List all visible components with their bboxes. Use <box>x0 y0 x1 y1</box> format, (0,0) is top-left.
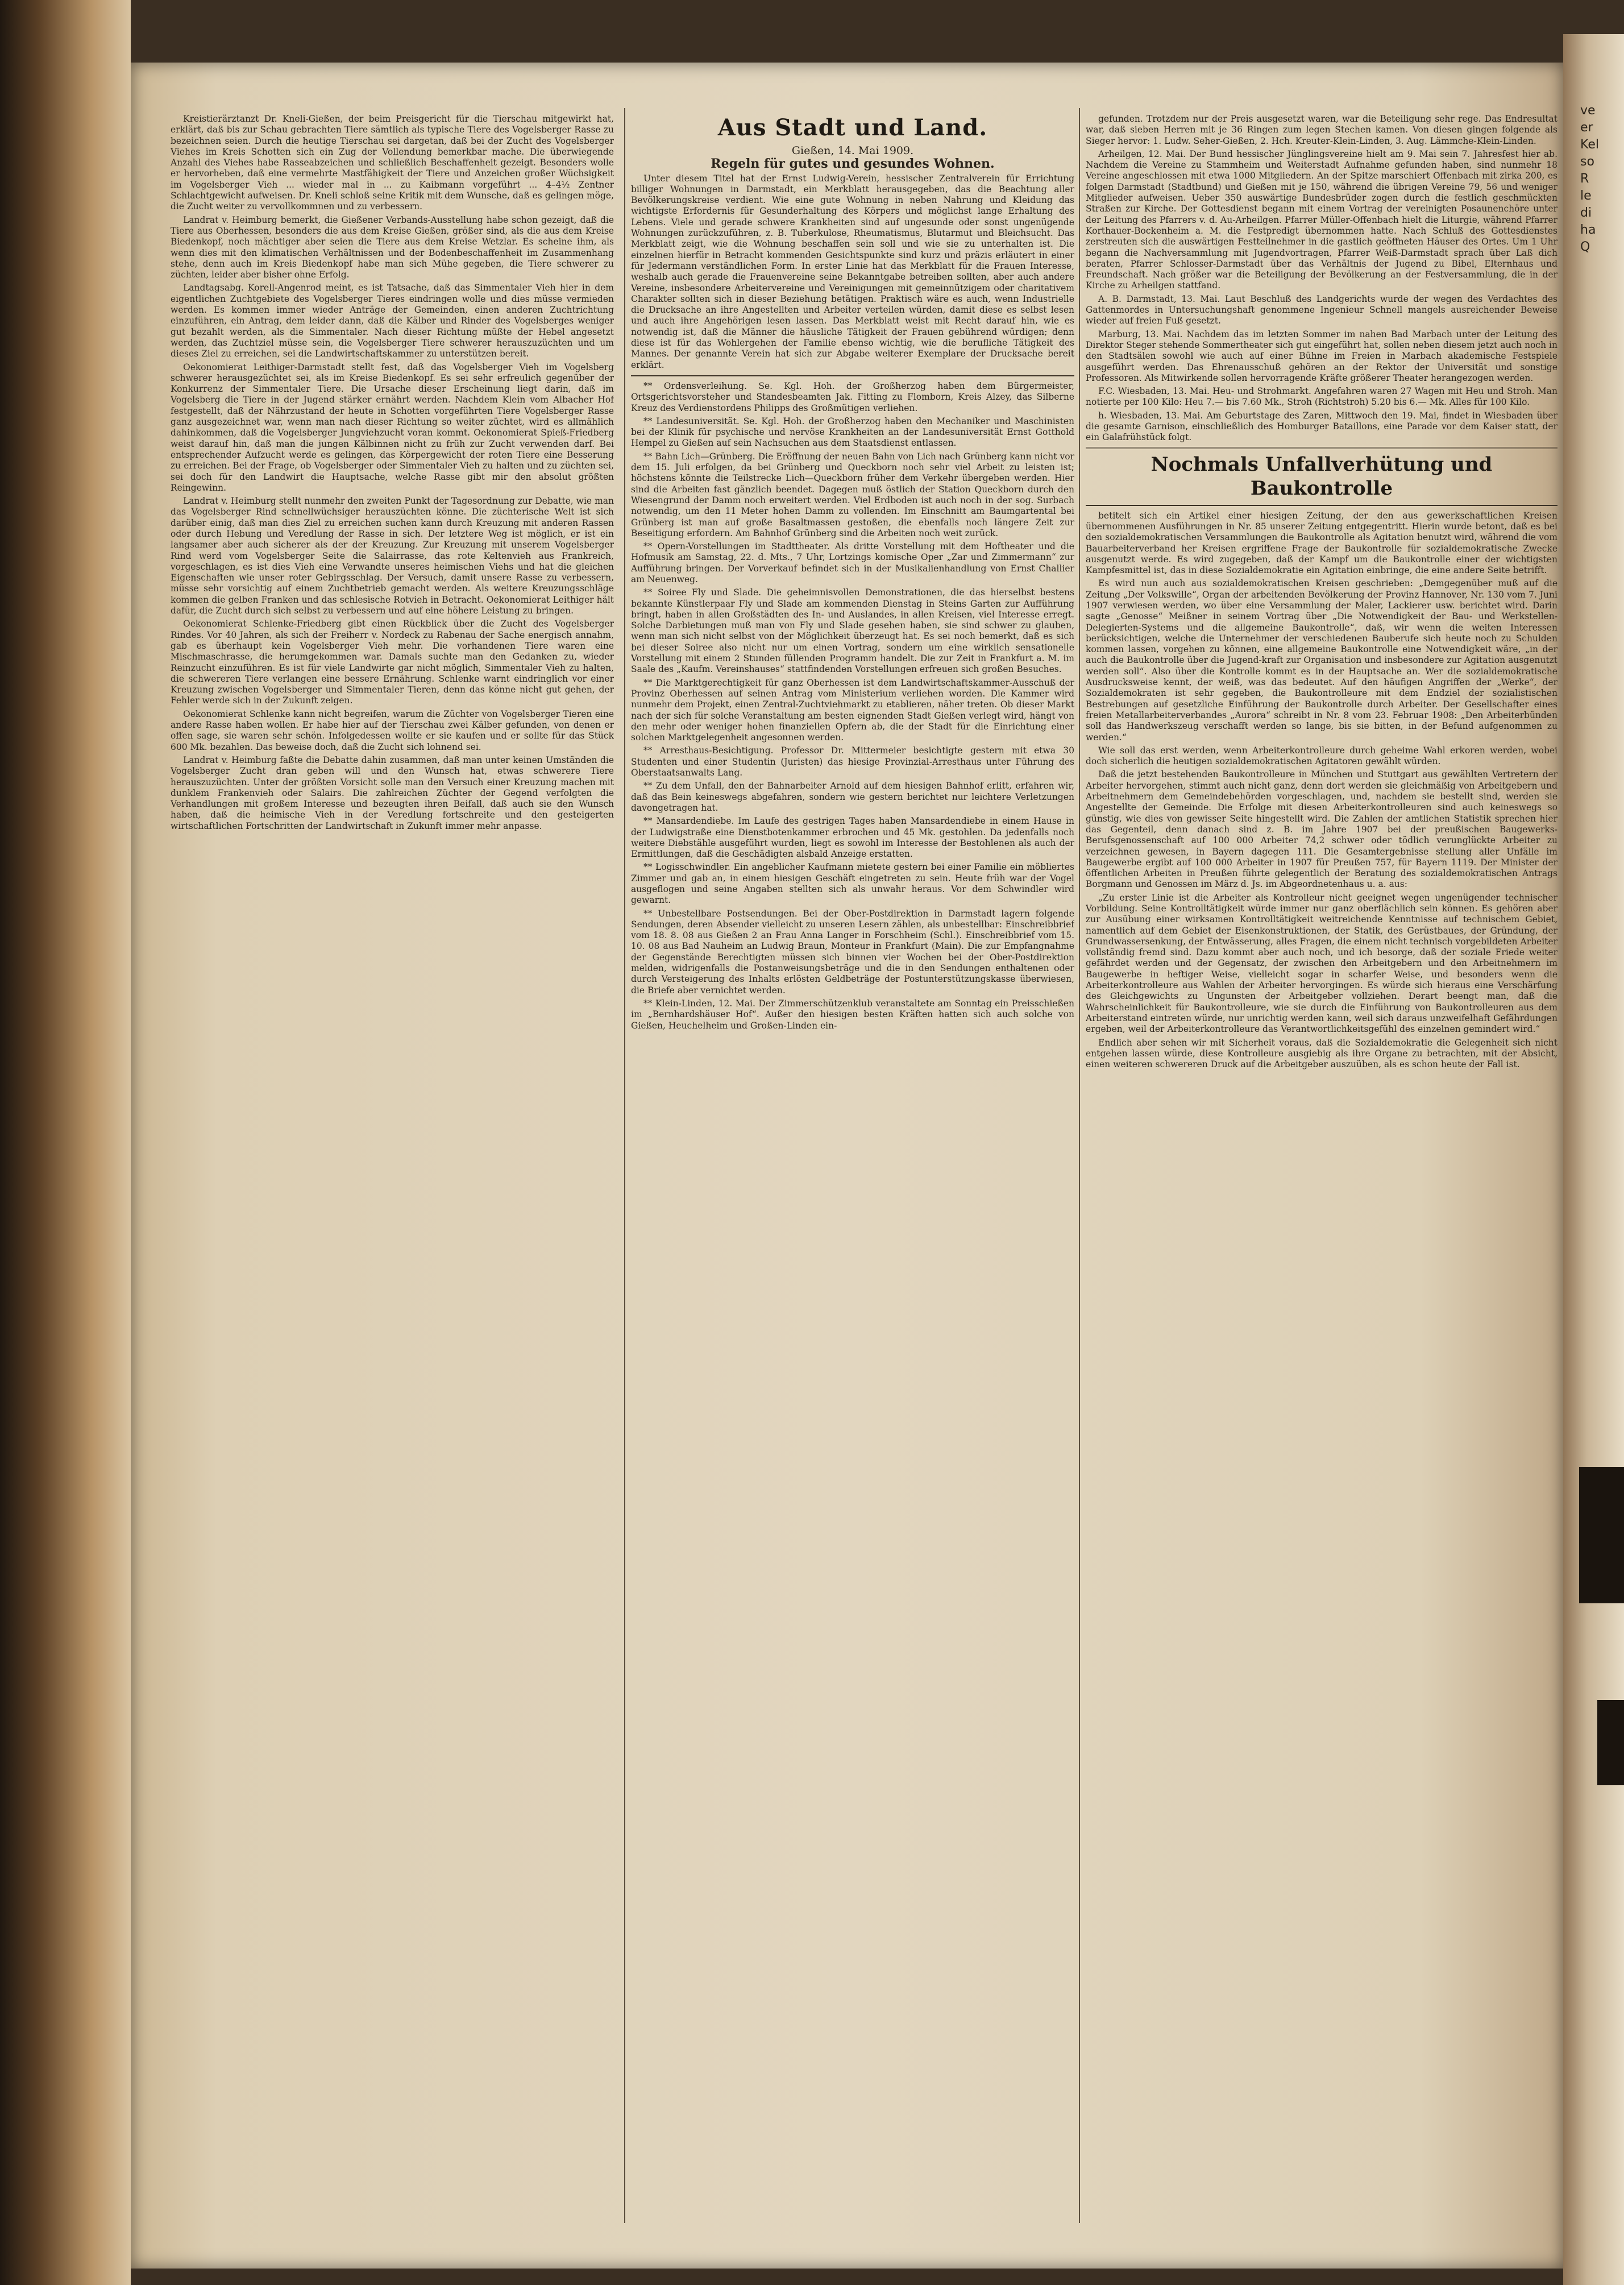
fragment-line: Kel <box>1580 138 1599 152</box>
column-rule-2 <box>1079 108 1080 2223</box>
dateline: Gießen, 14. Mai 1909. <box>791 144 914 157</box>
fragment-line: er <box>1580 121 1593 135</box>
divider <box>631 375 1074 376</box>
fragment-line: ha <box>1580 223 1596 237</box>
news-item: ** Klein-Linden, 12. Mai. Der Zimmerschützenklub veranstaltete am Sonntag ein Preisschießen im „Bernhardshäuser Hof“. Außer den hiesigen besten Kräften hatten sich auch solche von Gießen, Heuchelheim und Großen-Linden ein- <box>631 998 1074 1031</box>
article-paragraph: Unter diesem Titel hat der Ernst Ludwig-Verein, hessischer Zentralverein für Errichtung billiger Wohnungen in Darmstadt, ein Merkblatt herausgegeben, das die Beachtung aller Bevölkerungskreise verdient. Wie eine gute Wohnung in neben Nahrung und Kleidung das wichtigste Erfordernis für Gesunderhaltung des Körpers und möglichst lange Erhaltung des Lebens. Viele und gerade schwere Krankheiten sind auf ungesunde oder sonst ungenügende Wohnungen zurückzuführen, z. B. Tuberkulose, Rheumatismus, Blutarmut und Bleichsucht. Das Merkblatt zeigt, wie die Wohnung beschaffen sein soll und wie sie zu unterhalten ist. Die einzelnen hierfür in Betracht kommenden Gesichtspunkte sind kurz und präzis erläutert in einer für Jedermann verständlichen Form. In erster Linie hat das Merkblatt für die Frauen Interesse, weshalb auch gerade die Frauenvereine seine Bekanntgabe betreiben sollten, aber auch andere Vereine, insbesondere Arbeitervereine und Vereinigungen mit gemeinnützigem oder charitativem Charakter sollten sich in dieser Beziehung betätigen. Praktisch wäre es auch, wenn Industrielle die Drucksache an ihre Angestellten und Arbeiter verteilen würden, damit diese es selbst lesen und auch ihre Angehörigen lesen lassen. Das Merkblatt weist mit Recht darauf hin, wie es notwendig ist, daß die Männer die häusliche Tätigkeit der Frauen gebührend würdigen; denn diese ist für das Wohlergehen der Familie ebenso wichtig, wie die berufliche Tätigkeit des Mannes. Der genannte Verein hat sich zur Abgabe weiterer Exemplare der Drucksache bereit erklärt. <box>631 173 1074 370</box>
news-item: gefunden. Trotzdem nur der Preis ausgesetzt waren, war die Beteiligung sehr rege. Das Endresultat war, daß sieben Herren mit je 36 Ringen zum legen Stechen kamen. Von diesen gingen folgende als Sieger hervor: 1. Ludw. Seher-Gießen, 2. Hch. Kreuter-Klein-Linden, 3. Aug. Lämmche-Klein-Linden. <box>1086 114 1557 146</box>
column-middle <box>631 114 1074 2229</box>
article-paragraph: Kreistierärztanzt Dr. Kneli-Gießen, der beim Preisgericht für die Tierschau mitgewirkt hat, erklärt, daß bis zur Schau gebrachten Tiere sämtlich als typische Tiere des Vogelsberger Rasse zu bezeichnen seien. Durch die heutige Tierschau sei dargetan, daß bei der Zucht des Vogelsberger Viehes im Kreis Schotten sich ein Zug der Vollendung bemerkbar mache. Die überwiegende Anzahl des Viehes habe Rasseabzeichen und schließlich Beschaffenheit gezeigt. Besonders wolle er hervorheben, daß eine vermehrte Mastfähigkeit der Tiere und Anzeichen großer Wüchsigkeit im Vogelsberger Vieh ... wieder mal in ... zu Kaibmann vorgeführt ... 4–4½ Zentner Schlachtgewicht aufweisen. Dr. Kneli schloß seine Kritik mit dem Wunsche, daß es gelingen möge, die Zucht weiter zu vervollkommnen und zu verbessern. <box>171 114 614 212</box>
news-item: ** Opern-Vorstellungen im Stadttheater. Als dritte Vorstellung mit dem Hoftheater und die Hofmusik am Samstag, 22. d. Mts., 7 Uhr, Lortzings komische Oper „Zar und Zimmermann“ zur Aufführung bringen. Der Vorverkauf befindet sich in der Musikalienhandlung von Ernst Challier am Neuenweg. <box>631 541 1074 584</box>
book-spine <box>0 0 131 2285</box>
fragment-line: di <box>1580 206 1592 220</box>
fragment-line: le <box>1580 189 1592 203</box>
news-item: A. B. Darmstadt, 13. Mai. Laut Beschluß des Landgerichts wurde der wegen des Verdachtes des Gattenmordes in Untersuchungshaft genommene Ingenieur Schnell mangels ausreichender Beweise wieder auf freien Fuß gesetzt. <box>1086 293 1557 326</box>
news-item: ** Unbestellbare Postsendungen. Bei der Ober-Postdirektion in Darmstadt lagern folgende Sendungen, deren Absender vielleicht zu unseren Lesern zählen, als unbestellbar: Einschreibbrief vom 18. 8. 08 aus Gießen 2 an Frau Anna Langer in Forschheim (Schl.). Einschreibbrief vom 15. 10. 08 aus Bad Nauheim an Ludwig Braun, Monteur in Frankfurt (Main). Die zur Empfangnahme der Gegenstände Berechtigten müssen sich binnen vier Wochen bei der Ober-Postdirektion melden, widrigenfalls die Postanweisungsbeträge und die in den Sendungen enthaltenen oder durch Versteigerung des Inhalts erlösten Geldbeträge der Postunterstützungskasse überwiesen, die Briefe aber vernichtet werden. <box>631 908 1074 996</box>
news-item: ** Arresthaus-Besichtigung. Professor Dr. Mittermeier besichtigte gestern mit etwa 30 Studenten und einer Studentin (Juristen) das hiesige Provinzial-Arresthaus unter Führung des Oberstaatsanwalts Lang. <box>631 745 1074 778</box>
news-item: ** Landesuniversität. Se. Kgl. Hoh. der Großherzog haben den Mechaniker und Maschinisten bei der Klinik für psychische und nervöse Krankheiten an der Landesuniversität Ernst Gotthold Hempel zu Gießen auf sein Nachsuchen aus dem Staatsdienst entlassen. <box>631 416 1074 449</box>
news-item: ** Die Marktgerechtigkeit für ganz Oberhessen ist dem Landwirtschaftskammer-Ausschuß der Provinz Oberhessen auf seinen Antrag vom Ministerium verliehen worden. Die Kammer wird nunmehr dem Projekt, einen Zentral-Zuchtviehmarkt zu etablieren, näher treten. Ob dieser Markt nach der sich für solche Veranstaltung am besten eignenden Stadt Gießen verlegt wird, hängt von den mehr oder weniger hohen finanziellen Opfern ab, die der Stadt für die Einrichtung einer solchen Marktgelegenheit angesonnen werden. <box>631 677 1074 743</box>
fragment-line: R <box>1580 172 1589 186</box>
article-paragraph: Oekonomierat Leithiger-Darmstadt stellt fest, daß das Vogelsberger Vieh im Vogelsberg schwerer herausgezüchtet sei, als im Kreise Biedenkopf. Es sei sehr erfreulich gegenüber der Konkurrenz der Simmentaler Tiere. Die Ursache dieser Erscheinung liegt darin, daß im Vogelsberg die Tiere in der Jugend stärker ernährt werden. Nachdem Klein vom Albacher Hof festgestellt, daß der Nährzustand der heute in Schotten vorgeführten Tiere Vogelsberger Rasse ganz ausgezeichnet war, wenn man nach dieser Richtung so weiter züchtet, wird es allmählich dahinkommen, daß die Vogelsberger Jungviehzucht voran kommt. Oekonomierat Spieß-Friedberg weist darauf hin, daß man die jungen Kälbinnen nicht zu früh zur Zucht verwenden darf. Bei entsprechender Aufzucht werde es gelingen, das Körpergewicht der roten Tiere eine Besserung zu erreichen. Bei der Frage, ob Vogelsberger oder Simmentaler Vieh zu halten und zu züchten sei, sei doch für den Landwirt die Hauptsache, welche Rasse gibt mir den absolut größten Reingewinn. <box>171 362 614 493</box>
article-paragraph: Landrat v. Heimburg faßte die Debatte dahin zusammen, daß man unter keinen Umständen die Vogelsberger Zucht dran geben will und den Wunsch hat, etwas schwerere Tiere herauszuzüchten. Unter der größten Vorsicht solle man den Versuch einer Kreuzung machen mit dunklem Frankenvieh oder Salairs. Die zahlreichen Züchter der Gegend verfolgten die Verhandlungen mit großem Interesse und bezeugten ihren Beifall, daß auch sie den Wunsch haben, daß die heimische Vieh in der Veredlung fortschreite und den gesteigerten wirtschaftlichen Fortschritten der Landwirtschaft in Zukunft immer mehr anpasse. <box>171 754 614 831</box>
news-item: ** Mansardendiebe. Im Laufe des gestrigen Tages haben Mansardendiebe in einem Hause in der Ludwigstraße eine Dienstbotenkammer erbrochen und 45 Mk. gestohlen. Da jedenfalls noch weitere Diebstähle ausgeführt wurden, liegt es sowohl im Interesse der Bestohlenen als auch der Ermittlungen, daß die Geschädigten alsbald Anzeige erstatten. <box>631 816 1074 860</box>
news-item: ** Ordensverleihung. Se. Kgl. Hoh. der Großherzog haben dem Bürgermeister, Ortsgerichtsvorsteher und Standesbeamten Jak. Fitting zu Flomborn, Kreis Alzey, das Silberne Kreuz des Verdienstordens Philipps des Großmütigen verliehen. <box>631 380 1074 413</box>
news-item: F.C. Wiesbaden, 13. Mai. Heu- und Strohmarkt. Angefahren waren 27 Wagen mit Heu und Stroh. Man notierte per 100 Kilo: Heu 7.— bis 7.60 Mk., Stroh (Richtstroh) 5.20 bis 6.— Mk. Alles für 100 Kilo. <box>1086 386 1557 408</box>
article-paragraph: Landrat v. Heimburg stellt nunmehr den zweiten Punkt der Tagesordnung zur Debatte, wie man das Vogelsberger Rind schnellwüchsiger herauszüchten könne. Die züchterische Welt ist sich darüber einig, daß man dies Ziel zu erreichen suchen kann durch Kreuzung mit anderen Rassen oder durch Hebung und Veredlung der Rasse in sich. Der letztere Weg ist möglich, er ist ein langsamer aber auch sicherer als der der Kreuzung. Zur Kreuzung mit unserem Vogelsberger Rind werd vom Vogelsberger Seite die Salairrasse, das rote Keltenvieh aus Frankreich, vorgeschlagen, es ist dies Vieh eine Verwandte unseres heimischen Viehs und hat die gleichen Eigenschaften wie unser roter Gebirgsschlag. Der Versuch, damit unsere Rasse zu verbessern, müsse sehr vorsichtig auf einem Zuchtbetrieb gemacht werden. Als weitere Kreuzungsschläge kommen die gelben Franken und das schlesische Rotvieh in Betracht. Oekonomierat Leithiger hält dafür, die Zucht durch sich selbst zu verbessern und auf eine höhere Leistung zu bringen. <box>171 496 614 616</box>
news-item: ** Bahn Lich—Grünberg. Die Eröffnung der neuen Bahn von Lich nach Grünberg kann nicht vor dem 15. Juli erfolgen, da bei Grünberg und Queckborn noch sehr viel Arbeit zu leisten ist; höchstens könnte die Teilstrecke Lich—Queckborn früher dem Verkehr übergeben werden. Hier sind die Arbeiten fast gänzlich beendet. Dagegen muß östlich der Station Queckborn durch den Wiesengrund der Damm noch erweitert werden. Viel Erdboden ist auch noch in der sog. Surbach notwendig, um den 11 Meter hohen Damm zu vollenden. Im Einschnitt am Baumgartental bei Grünberg ist man auf große Basaltmassen gestoßen, die ebenfalls noch längere Zeit zur Beseitigung erfordern. Am Bahnhof Grünberg sind die Arbeiten noch weit zurück. <box>631 451 1074 538</box>
article-paragraph: betitelt sich ein Artikel einer hiesigen Zeitung, der den aus gewerkschaftlichen Kreisen übernommenen Ausführungen in Nr. 85 unserer Zeitung entgegentritt. Hierin wurde betont, daß es bei den sozialdemokratischen Versammlungen die Baukontrolle als Agitation benutzt wird, während die vom Bauarbeiterverband her Kreisen ergriffene Frage der Baukontrolle für sozialdemokratische Zwecke ausgenutzt werde. Es wird zugegeben, daß der Kampf um die Baukontrolle einer der wichtigsten Kampfesmittel ist, das in diese Sozialdemokratie ein Agitation einbringe, die eine andere Seite betrifft. <box>1086 510 1557 576</box>
article-subhead: Regeln für gutes und gesundes Wohnen. <box>711 156 995 172</box>
article-headline: Nochmals Unfallverhütung und Baukontrolle <box>1150 453 1493 500</box>
article-paragraph: Landtagsabg. Korell-Angenrod meint, es ist Tatsache, daß das Simmentaler Vieh hier in dem eigentlichen Zuchtgebiete des Vogelsberger Tieres eindringen wolle und dies müsse vermieden werden. Es kommen immer wieder Anträge der Gemeinden, einen anderen Zuchtrichtung einzuführen, ein Antrag, dem leider dann, daß die Kälber und Rinder des Vogelsberges weniger gut bezahlt werden, als die Simmentaler. Nach dieser Richtung müßte der Hebel angesetzt werden, das Zuchtziel müsse sein, die Vogelsberger Tiere schwerer herauszuzüchten und um dieses Ziel zu erreichen, sei die Landwirtschaftskammer zu unterstützen bereit. <box>171 283 614 359</box>
section-headline: Aus Stadt und Land. <box>717 114 988 141</box>
column-right <box>1086 114 1557 2229</box>
article-paragraph: Es wird nun auch aus sozialdemokratischen Kreisen geschrieben: „Demgegenüber muß auf die Zeitung „Der Volkswille“, Organ der arbeitenden Bevölkerung der Provinz Hannover, Nr. 130 vom 7. Juni 1907 verwiesen werden, wo über eine Versammlung der Maler, Lackierer usw. berichtet wird. Darin sagte „Genosse“ Meißner in seinem Vortrag über „Die Notwendigkeit der Bau- und Werkstellen-Delegierten-Systems und die allgemeine Baukontrolle“, daß, wir wenn die weiten Interessen berücksichtigen, welche die Unternehmer der verschiedenen Bauberufe sich heute noch zu Schulden kommen lassen, vorgehen zu können, eine allgemeine Baukontrolle eine Notwendigkeit wäre, „in der auch die Baukontrolle über die Jugend-kraft zur Organisation und insbesondere zur Agitation ausgenutzt werden soll“. Also über die Kontrolle kommt es in der Hauptsache an. Wer die sozialdemokratische Ausdrucksweise kennt, der weiß, was das bedeutet. Auf den häufigen Angriffen der „Werke“, der Sozialdemokraten ist sehr gegeben, die Baukontrolleure mit dem Endziel der sozialistischen Bestrebungen auf gesetzliche Einführung der Baukontrolle durch Arbeiter. Der Gesellschafter eines freien Metallarbeiterverbandes „Aurora“ schreibt in Nr. 8 vom 23. Februar 1908: „Den Arbeiterbünden soll das Handwerkszeug verschafft werden so lange, bis sie bitten, in der Befund aufgenommen zu werden.“ <box>1086 578 1557 743</box>
fragment-line: Q <box>1580 240 1590 254</box>
news-item: Marburg, 13. Mai. Nachdem das im letzten Sommer im nahen Bad Marbach unter der Leitung des Direktor Steger stehende Sommertheater sich gut eingeführt hat, sollen neben diesem jetzt auch noch in den Stadtsälen sowohl wie auch auf einer Bühne im Freien in Marbach akademische Festspiele ausgeführt werden. Das Ehrenausschuß gehören an der Rektor der Universität und sonstige Professoren. Als Mitwirkende sollen hervorragende Kräfte größerer Theater herangezogen werden. <box>1086 329 1557 383</box>
ink-block <box>1597 1700 1624 1785</box>
news-item: h. Wiesbaden, 13. Mai. Am Geburtstage des Zaren, Mittwoch den 19. Mai, findet in Wiesbaden über die gesamte Garnison, einschließlich des Homburger Bataillons, eine Parade vor dem Kaiser statt, der ein Galafrühstück folgt. <box>1086 410 1557 443</box>
news-item: Arheilgen, 12. Mai. Der Bund hessischer Jünglingsvereine hielt am 9. Mai sein 7. Jahresfest hier ab. Nachdem die Vereine zu Stammheim und Weiterstadt Aufnahme gefunden haben, sind nunmehr 18 Vereine angeschlossen mit etwa 1000 Mitgliedern. An der Spitze marschiert Offenbach mit zirka 200, es folgen Darmstadt (Stadtbund) und Gießen mit je 150, während die übrigen Vereine 79, 56 und weniger Mitglieder aufweisen. Ueber 350 auswärtige Bundesbrüder zogen durch die festlich geschmückten Straßen zur Kirche. Der Gottesdienst begann mit einem Vortrag der vereinigten Posaunenchöre unter der Leitung des Pfarrers v. d. Au-Arheilgen. Pfarrer Müller-Offenbach hielt die Liturgie, während Pfarrer Korthauer-Bockenheim a. M. die Festpredigt übernommen hatte. Nach Schluß des Gottesdienstes zerstreuten sich die auswärtigen Festteilnehmer in die gastlich geöffneten Häuser des Ortes. Um 1 Uhr begann die Nachversammlung mit Jugendvortragen, Pfarrer Weiß-Darmstadt sprach über Laß dich beraten, Pfarrer Schlosser-Darmstadt über das Verhältnis der Jugend zu Bibel, Elternhaus und Freundschaft. Nach größer war die Beteiligung der Bevölkerung an der Festversammlung, die in der Kirche zu Arheilgen stattfand. <box>1086 148 1557 291</box>
news-item: ** Soiree Fly und Slade. Die geheimnisvollen Demonstrationen, die das hierselbst bestens bekannte Künstlerpaar Fly und Slade am kommenden Dienstag in Steins Garten zur Aufführung bringt, haben in allen Großstädten des In- und Auslandes, in allen Kreisen, viel Interesse erregt. Solche Darbietungen muß man von Fly und Slade gesehen haben, sie sind schwer zu glauben, wenn man sich nicht selbst von der Möglichkeit überzeugt hat. Es sei noch bemerkt, daß es sich bei dieser Soiree also nicht nur um einen Vortrag, sondern um eine wirklich sensationelle Vorstellung mit einem 2 Stunden füllenden Programm handelt. Die zur Zeit in Frankfurt a. M. im Saale des „Kaufm. Vereinshauses“ stattfindenden Vorstellungen erfreuen sich großen Besuches. <box>631 587 1074 675</box>
fragment-line: ve <box>1580 103 1596 118</box>
news-item: ** Zu dem Unfall, den der Bahnarbeiter Arnold auf dem hiesigen Bahnhof erlitt, erfahren wir, daß das Bein keineswegs abgefahren, sondern wie gestern berichtet nur leichtere Verletzungen davongetragen hat. <box>631 781 1074 813</box>
article-paragraph: Daß die jetzt bestehenden Baukontrolleure in München und Stuttgart aus gewählten Vertretern der Arbeiter hervorgehen, stimmt auch nicht ganz, denn dort werden sie gleichmäßig von Arbeitgebern und Arbeitnehmern dem Gemeindebehörden vorgeschlagen, und, nachdem sie bestellt sind, werden sie Angestellte der Gemeinde. Die Erfolge mit diesen Arbeiterkontrolleuren sind auch keineswegs so günstig, wie dies von gewisser Seite hingestellt wird. Die Zahlen der amtlichen Statistik sprechen hier das Gegenteil, denn danach sind z. B. im Jahre 1907 bei der preußischen Baugewerks-Berufsgenossenschaft auf 100 000 Arbeiter 74,2 schwer oder tödlich verunglückte Arbeiter zu verzeichnen gewesen, in Bayern dagegen 111. Die Gesamtergebnisse stellung aller Unfälle im Baugewerbe ergibt auf 100 000 Arbeiter in 1907 für Preußen 757, für Bayern 1119. Der Minister der öffentlichen Arbeiten in Preußen führte gelegentlich der Beratung des sozialdemokratischen Antrags Borgmann und Genossen im März d. Js. im Abgeordnetenhaus u. a. aus: <box>1086 769 1557 890</box>
ink-block <box>1579 1467 1624 1603</box>
article-paragraph: Landrat v. Heimburg bemerkt, die Gießener Verbands-Ausstellung habe schon gezeigt, daß die Tiere aus Oberhessen, besonders die aus dem Kreise Gießen, größer sind, als die aus dem Kreise Biedenkopf, noch mächtiger aber seien die Tiere aus dem Kreise Wetzlar. Es scheine ihm, als wenn dies mit den klimatischen Verhältnissen und der Bodenbeschaffenheit im Zusammenhang stehe, denn auch im Kreis Biedenkopf habe man sich Mühe gegeben, die Tiere schwerer zu züchten, leider aber bisher ohne Erfolg. <box>171 214 614 280</box>
column-rule-1 <box>624 108 625 2223</box>
column-left <box>171 114 614 2229</box>
article-paragraph: Oekonomierat Schlenke kann nicht begreifen, warum die Züchter von Vogelsberger Tieren eine andere Rasse haben wollen. Er habe hier auf der Tierschau zwei Kälber gefunden, von denen er offen sage, sie waren sehr schön. Infolgedessen wollte er sie kaufen und er sollte für das Stück 600 Mk. bezahlen. Das beweise doch, daß die Zucht sich lohnend sei. <box>171 708 614 752</box>
news-item: ** Logisschwindler. Ein angeblicher Kaufmann mietete gestern bei einer Familie ein möbliertes Zimmer und gab an, in einem hiesigen Geschäft eingetreten zu sein. Heute früh war der Vogel ausgeflogen und seine Angaben stellten sich als unwahr heraus. Vor dem Schwindler wird gewarnt. <box>631 862 1074 906</box>
divider <box>1086 505 1557 506</box>
fragment-line: so <box>1580 155 1594 169</box>
article-paragraph: Wie soll das erst werden, wenn Arbeiterkontrolleure durch geheime Wahl erkoren werden, wobei doch sicherlich die heutigen sozialdemokratischen Agitatoren gewählt würden. <box>1086 745 1557 767</box>
divider <box>1086 447 1557 449</box>
article-paragraph: Endlich aber sehen wir mit Sicherheit voraus, daß die Sozialdemokratie die Gelegenheit sich nicht entgehen lassen würde, diese Kontrolleure ausgiebig als ihre Organe zu betrachten, mit der Absicht, einen weiteren schwereren Druck auf die Arbeitgeber auszuüben, als es schon heute der Fall ist. <box>1086 1037 1557 1070</box>
article-paragraph: „Zu erster Linie ist die Arbeiter als Kontrolleur nicht geeignet wegen ungenügender technischer Vorbildung. Seine Kontrolltätigkeit würde immer nur ganz oberflächlich sein können. Es gehören aber zur Ausübung einer wirksamen Kontrolltätigkeit weitreichende Kenntnisse auf technischem Gebiet, namentlich auf dem Gebiet der Eisenkonstruktionen, der Statik, des Gerüstbaues, der Gründung, der Grundwassersenkung, der Entwässerung, alles Fragen, die einem nicht technisch vorgebildeten Arbeiter vollständig fremd sind. Dazu kommt aber auch noch, und ich besorge, daß der soziale Friede weiter gefährdet werden und der Gegensatz, der zwischen den Arbeitgebern und den Arbeitnehmern im Baugewerbe in heftiger Weise, vielleicht sogar in scharfer Weise, und besonders wenn die Arbeiterkontrolleure aus Wahlen der Arbeiter hervorgingen. Es würde sich hieraus eine Verschärfung des Gleichgewichts zu Ungunsten der Arbeitgeber vollziehen. Derart beengt man, daß die Wahrscheinlichkeit für Baukontrolleure, wie sie durch die Einführung von Baukontrolleuren aus dem Arbeiterstand eintreten würde, nur unrichtig werden kann, weil sich daraus unzweifelhaft Gefährdungen ergeben, weil der Arbeiterkontrolleure das Verantwortlichkeitsgefühl des einzelnen gemindert wird.“ <box>1086 892 1557 1035</box>
next-page-fragment <box>1580 102 1620 2149</box>
article-paragraph: Oekonomierat Schlenke-Friedberg gibt einen Rückblick über die Zucht des Vogelsberger Rindes. Vor 40 Jahren, als sich der Freiherr v. Nordeck zu Rabenau der Sache energisch annahm, gab es überhaupt kein Vogelsberger Vieh mehr. Die vorhandenen Tiere waren eine Mischmaschrasse, die herumgekommen war. Damals suchte man den Gedanken zu, wieder Reinzucht einzuführen. Es ist für viele Landwirte gar nicht möglich, Simmentaler Vieh zu halten, die schwereren Tiere verlangen eine bessere Ernährung. Schlenke warnt eindringlich vor einer Kreuzung zwischen Vogelsberger und Simmentaler Tieren, denn das könne nicht gut gehen, der Fehler werde sich in der Zukunft zeigen. <box>171 619 614 706</box>
